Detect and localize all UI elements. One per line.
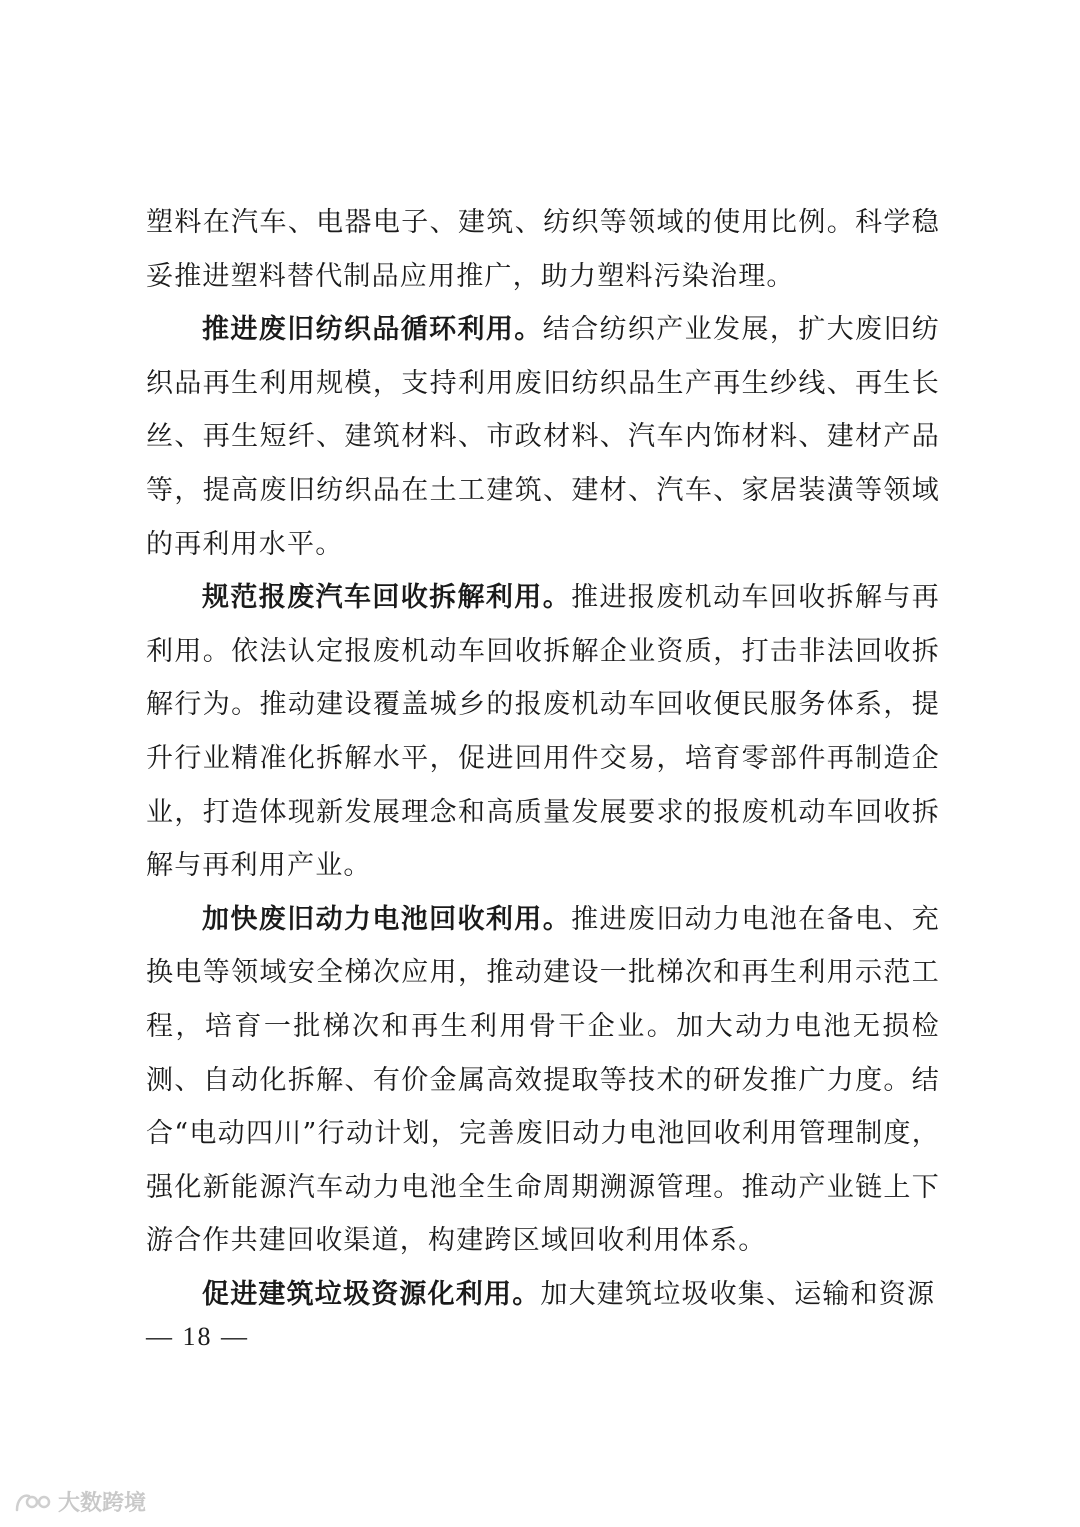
watermark-logo-icon [14, 1490, 54, 1514]
paragraph-heading: 推进废旧纺织品循环利用。 [202, 314, 543, 346]
paragraph-text: 结合纺织产业发展，扩大废旧纺织品再生利用规模，支持利用废旧纺织品生产再生纱线、再生长丝、再生短纤、建筑材料、市政材料、汽车内饰材料、建材产品等，提高废旧纺织品在土工建筑、建材、汽车、家居装潢等领域的再利用水平。 [146, 314, 940, 560]
paragraph-heading: 加快废旧动力电池回收利用。 [202, 903, 572, 935]
paragraph-battery-recycling [146, 893, 940, 1268]
paragraph-text: 塑料在汽车、电器电子、建筑、纺织等领域的使用比例。科学稳妥推进塑料替代制品应用推广，助力塑料污染治理。 [146, 207, 940, 292]
document-body [146, 196, 940, 1321]
paragraph-continuation [146, 196, 940, 303]
paragraph-text: 推进废旧动力电池在备电、充换电等领域安全梯次应用，推动建设一批梯次和再生利用示范工程，培育一批梯次和再生利用骨干企业。加大动力电池无损检测、自动化拆解、有价金属高效提取等技术的研发推广力度。结合“电动四川”行动计划，完善废旧动力电池回收利用管理制度，强化新能源汽车动力电池全生命周期溯源管理。推动产业链上下游合作共建回收渠道，构建跨区域回收利用体系。 [146, 903, 940, 1257]
paragraph-heading: 规范报废汽车回收拆解利用。 [202, 582, 572, 614]
paragraph-text: 加大建筑垃圾收集、运输和资源 [540, 1278, 936, 1310]
paragraph-text: 推进报废机动车回收拆解与再利用。依法认定报废机动车回收拆解企业资质，打击非法回收拆解行为。推动建设覆盖城乡的报废机动车回收便民服务体系，提升行业精准化拆解水平，促进回用件交易，培育零部件再制造企业，打造体现新发展理念和高质量发展要求的报废机动车回收拆解与再利用产业。 [146, 582, 940, 882]
paragraph-textile-recycling [146, 303, 940, 571]
watermark [14, 1486, 146, 1517]
watermark-text: 大数跨境 [58, 1491, 147, 1516]
page-number: — 18 — [146, 1322, 249, 1351]
paragraph-construction-waste [146, 1268, 940, 1322]
paragraph-vehicle-dismantling [146, 571, 940, 893]
paragraph-heading: 促进建筑垃圾资源化利用。 [202, 1278, 541, 1310]
